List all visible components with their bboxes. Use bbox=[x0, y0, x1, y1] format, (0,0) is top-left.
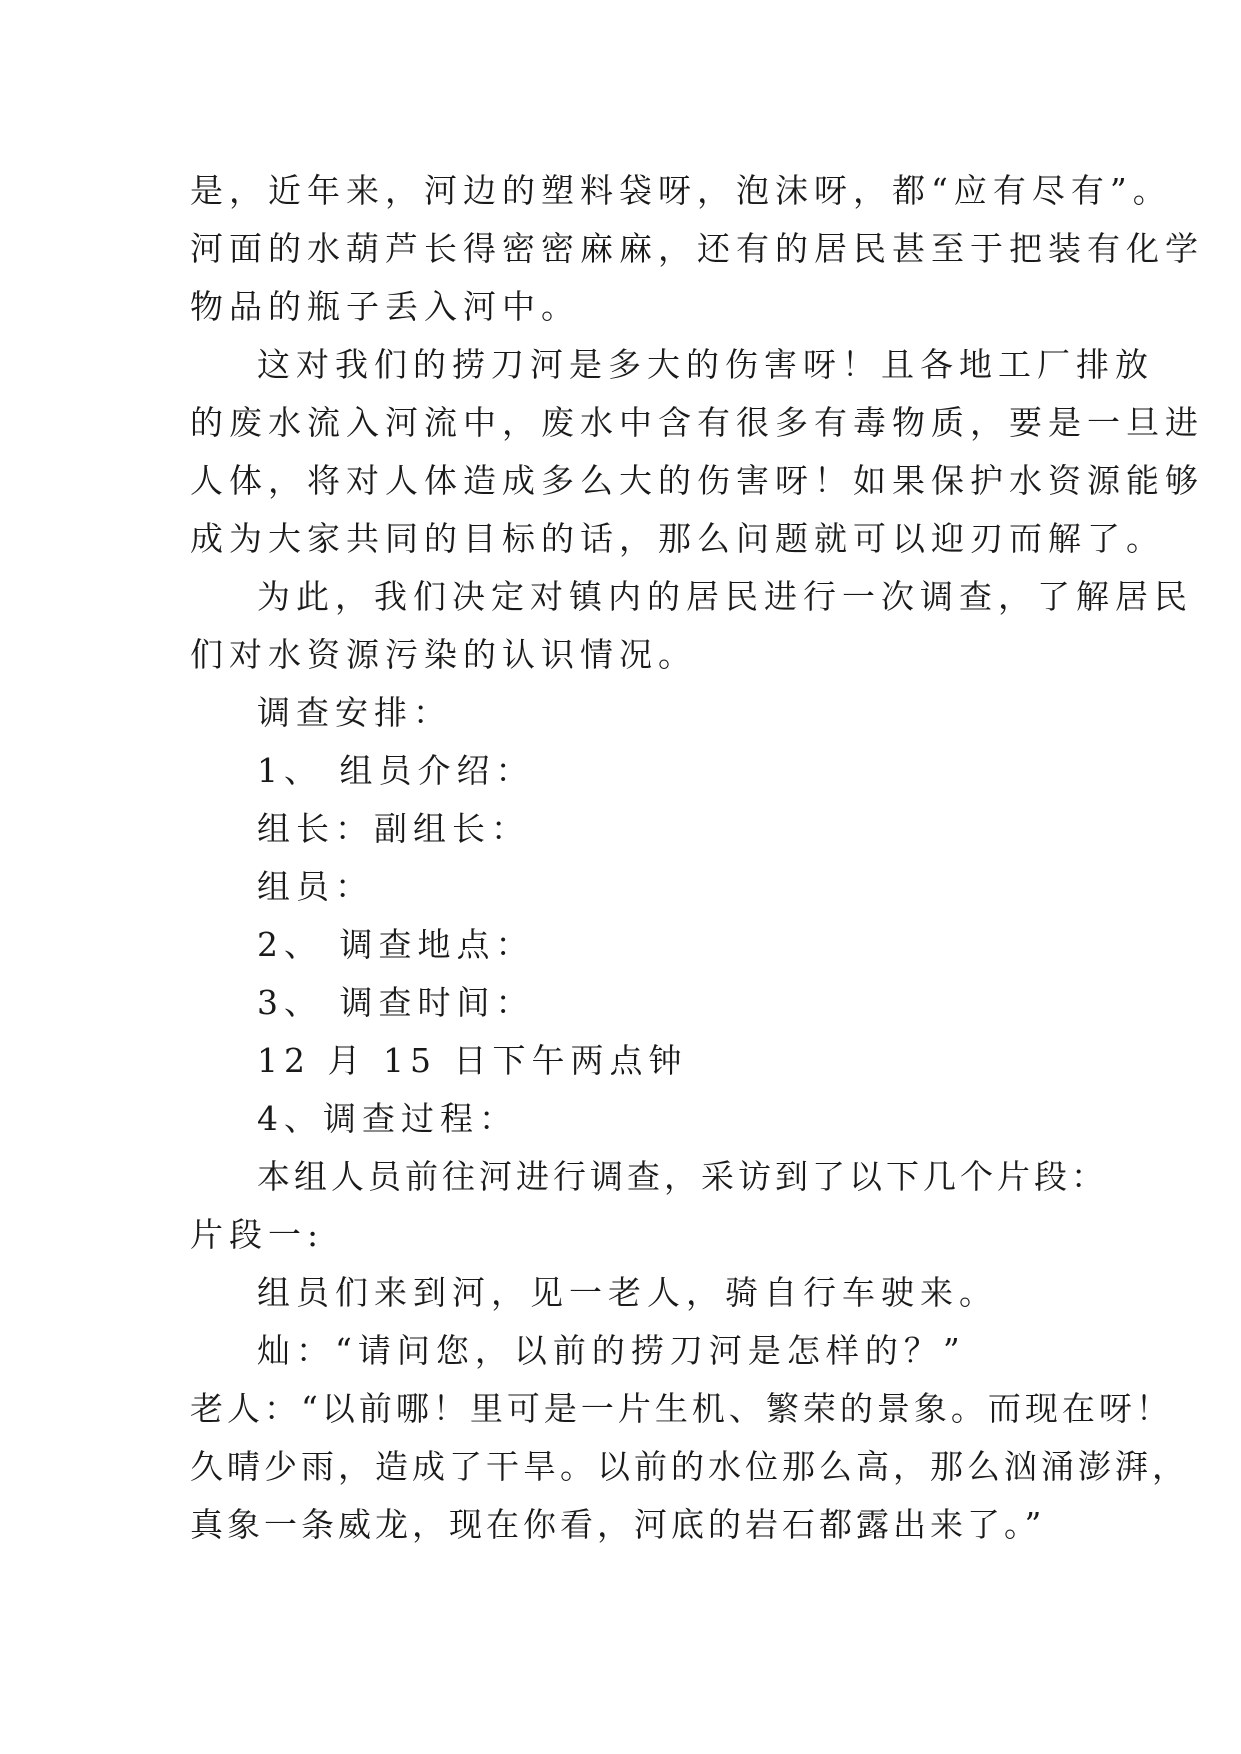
text-line: 的废水流入河流中，废水中含有很多有毒物质，要是一旦进 bbox=[190, 403, 1204, 442]
text-line: 是，近年来，河边的塑料袋呀，泡沫呀，都“应有尽有”。 bbox=[190, 171, 1172, 210]
text-line: 河面的水葫芦长得密密麻麻，还有的居民甚至于把装有化学 bbox=[190, 229, 1204, 268]
dialogue-line: 久晴少雨，造成了干旱。以前的水位那么高，那么汹涌澎湃， bbox=[190, 1447, 1189, 1486]
list-item: 1、 组员介绍： bbox=[257, 751, 535, 790]
text-line: 人体，将对人体造成多么大的伤害呀！如果保护水资源能够 bbox=[190, 461, 1204, 500]
list-item: 4、调查过程： bbox=[257, 1099, 518, 1138]
section-heading: 调查安排： bbox=[257, 693, 452, 732]
text-line: 们对水资源污染的认识情况。 bbox=[190, 635, 697, 674]
text-line: 12 月 15 日下午两点钟 bbox=[257, 1041, 688, 1080]
dialogue-line: 老人：“以前哪！里可是一片生机、繁荣的景象。而现在呀！ bbox=[190, 1389, 1173, 1428]
dialogue-line: 真象一条威龙，现在你看，河底的岩石都露出来了。” bbox=[190, 1505, 1046, 1544]
text-line: 物品的瓶子丢入河中。 bbox=[190, 287, 580, 326]
text-line: 组长：副组长： bbox=[257, 809, 530, 848]
list-item: 3、 调查时间： bbox=[257, 983, 535, 1022]
text-line: 组员： bbox=[257, 867, 374, 906]
text-line: 成为大家共同的目标的话，那么问题就可以迎刃而解了。 bbox=[190, 519, 1165, 558]
text-line: 本组人员前往河进行调查，采访到了以下几个片段： bbox=[257, 1157, 1108, 1196]
text-line: 片段一: bbox=[190, 1215, 325, 1254]
text-line: 这对我们的捞刀河是多大的伤害呀！且各地工厂排放 bbox=[257, 345, 1154, 384]
dialogue-line: 灿：“请问您，以前的捞刀河是怎样的？” bbox=[257, 1331, 966, 1370]
body-text bbox=[190, 162, 1204, 1554]
text-line: 组员们来到河，见一老人，骑自行车驶来。 bbox=[257, 1273, 998, 1312]
text-line: 为此，我们决定对镇内的居民进行一次调查，了解居民 bbox=[257, 577, 1193, 616]
list-item: 2、 调查地点： bbox=[257, 925, 535, 964]
